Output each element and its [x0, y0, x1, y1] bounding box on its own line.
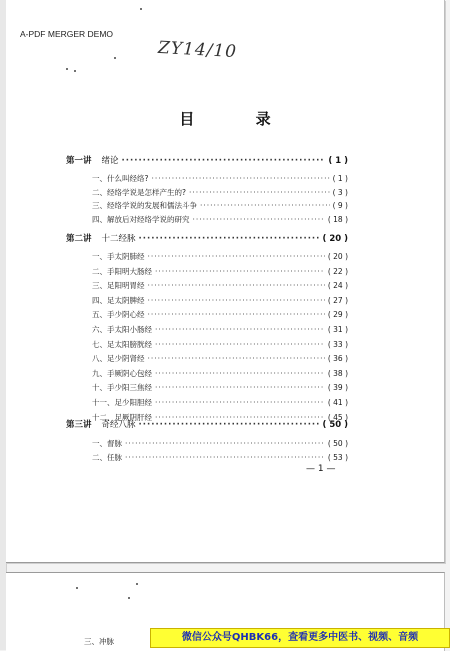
- dot-leader: [155, 398, 325, 407]
- chapter-heading: [66, 418, 136, 430]
- toc-entry-row: [92, 173, 348, 184]
- dot-leader: [155, 369, 325, 378]
- dot-leader: [122, 156, 326, 166]
- dot-leader: [148, 296, 325, 305]
- entry-page-number: ( 31 ): [327, 325, 348, 334]
- dot-leader: [200, 201, 330, 210]
- entry-label: 二、手阳明大肠经: [92, 266, 152, 276]
- entry-page-number: ( 18 ): [327, 215, 348, 225]
- chapter-page-number: ( 20 ): [322, 234, 348, 244]
- dot-leader: [155, 340, 325, 349]
- dot-leader: [148, 281, 325, 290]
- entry-label: 四、解放后对经络学说的研究: [92, 215, 190, 225]
- entry-page-number: ( 3 ): [332, 187, 348, 197]
- toc-chapter-row: [66, 418, 348, 430]
- dot-leader: [155, 267, 325, 276]
- toc-entry-row: [92, 452, 348, 463]
- scan-speck: [66, 68, 68, 70]
- entry-label: 五、手少阴心经: [92, 310, 145, 320]
- entry-page-number: ( 29 ): [327, 310, 348, 320]
- toc-entry-row: [92, 339, 348, 350]
- toc-chapter-row: [66, 232, 348, 244]
- toc-chapter-row: [66, 154, 348, 166]
- dot-leader: [148, 354, 325, 363]
- entry-page-number: ( 9 ): [332, 201, 348, 211]
- entry-label: 二、任脉: [92, 452, 122, 462]
- entry-label: 一、手太阴肺经: [92, 252, 145, 261]
- chapter-page-number: ( 50 ): [322, 420, 348, 430]
- entry-page-number: ( 50 ): [327, 439, 348, 448]
- scan-speck: [76, 587, 78, 589]
- entry-label: 十、手少阳三焦经: [92, 383, 152, 393]
- dot-leader: [148, 310, 325, 319]
- entry-page-number: ( 22 ): [327, 266, 348, 276]
- entry-label: 十二、足厥阴肝经: [92, 412, 152, 422]
- document-page-1: [6, 0, 445, 563]
- chapter-page-number: ( 1 ): [328, 156, 348, 166]
- entry-label: 八、足少阴肾经: [92, 354, 145, 364]
- toc-entry-row: [92, 324, 348, 335]
- entry-page-number: ( 20 ): [327, 252, 348, 261]
- toc-entry-row: [92, 382, 348, 393]
- toc-entry-row: [92, 438, 348, 449]
- entry-label: 二、经络学说是怎样产生的?: [92, 187, 186, 197]
- entry-label: 一、什么叫经络?: [92, 174, 149, 183]
- entry-page-number: ( 1 ): [332, 174, 348, 183]
- chapter-name: 十二经脉: [101, 234, 136, 244]
- entry-page-number: ( 39 ): [327, 383, 348, 393]
- entry-label: 七、足太阳膀胱经: [92, 339, 152, 349]
- toc-entry-row: [92, 309, 348, 320]
- scan-speck: [74, 70, 76, 72]
- entry-page-number: ( 53 ): [327, 452, 348, 462]
- toc-entry-row: [92, 200, 348, 211]
- entry-label: 九、手厥阴心包经: [92, 368, 152, 378]
- chapter-number: 第二讲: [66, 234, 92, 244]
- entry-label: 一、督脉: [92, 439, 122, 448]
- chapter-name: 奇经八脉: [101, 420, 136, 430]
- entry-page-number: ( 41 ): [327, 398, 348, 407]
- toc-entry-row: [92, 295, 348, 306]
- entry-page-number: ( 33 ): [327, 339, 348, 349]
- chapter-number: 第一讲: [66, 156, 92, 166]
- entry-label: 四、足太阴脾经: [92, 295, 145, 305]
- entry-page-number: ( 38 ): [327, 368, 348, 378]
- scan-speck: [140, 8, 142, 10]
- toc-entry-row: [92, 266, 348, 277]
- entry-label: 三、经络学说的发展和儒法斗争: [92, 201, 197, 211]
- entry-page-number: ( 36 ): [327, 354, 348, 364]
- scan-speck: [114, 57, 116, 59]
- handwritten-note: ZY14/10: [157, 37, 238, 63]
- toc-entry-row: [92, 353, 348, 364]
- toc-entry-row: [92, 397, 348, 408]
- dot-leader: [139, 234, 320, 244]
- entry-label: 三、足阳明胃经: [92, 281, 145, 291]
- toc-entry-row: [92, 251, 348, 262]
- toc-entry-row: [92, 280, 348, 291]
- dot-leader: [193, 215, 325, 224]
- chapter-name: 绪论: [101, 156, 119, 166]
- next-page-entry: 三、冲脉: [84, 637, 114, 646]
- dot-leader: [151, 174, 329, 183]
- scan-speck: [128, 597, 130, 599]
- toc-entry-row: [92, 368, 348, 379]
- page-title: 目 录: [179, 110, 299, 128]
- chapter-heading: [66, 232, 136, 244]
- entry-label: 六、手太阳小肠经: [92, 325, 152, 334]
- toc-entry-row: [92, 187, 348, 198]
- watermark-label: A-PDF MERGER DEMO: [20, 29, 114, 39]
- dot-leader: [125, 453, 325, 462]
- dot-leader: [139, 420, 320, 430]
- page-number: — 1 —: [306, 464, 336, 474]
- toc-entry-row: [92, 214, 348, 225]
- dot-leader: [148, 252, 325, 261]
- chapter-heading: [66, 154, 119, 166]
- entry-page-number: ( 45 ): [327, 412, 348, 422]
- entry-label: 十一、足少阳胆经: [92, 398, 152, 407]
- dot-leader: [125, 439, 325, 448]
- scan-speck: [136, 583, 138, 585]
- dot-leader: [155, 325, 325, 334]
- promo-banner: 微信公众号QHBK66，查看更多中医书、视频、音频: [150, 628, 450, 648]
- dot-leader: [155, 383, 325, 392]
- entry-page-number: ( 27 ): [327, 295, 348, 305]
- dot-leader: [189, 188, 330, 197]
- chapter-number: 第三讲: [66, 420, 92, 430]
- entry-page-number: ( 24 ): [327, 281, 348, 291]
